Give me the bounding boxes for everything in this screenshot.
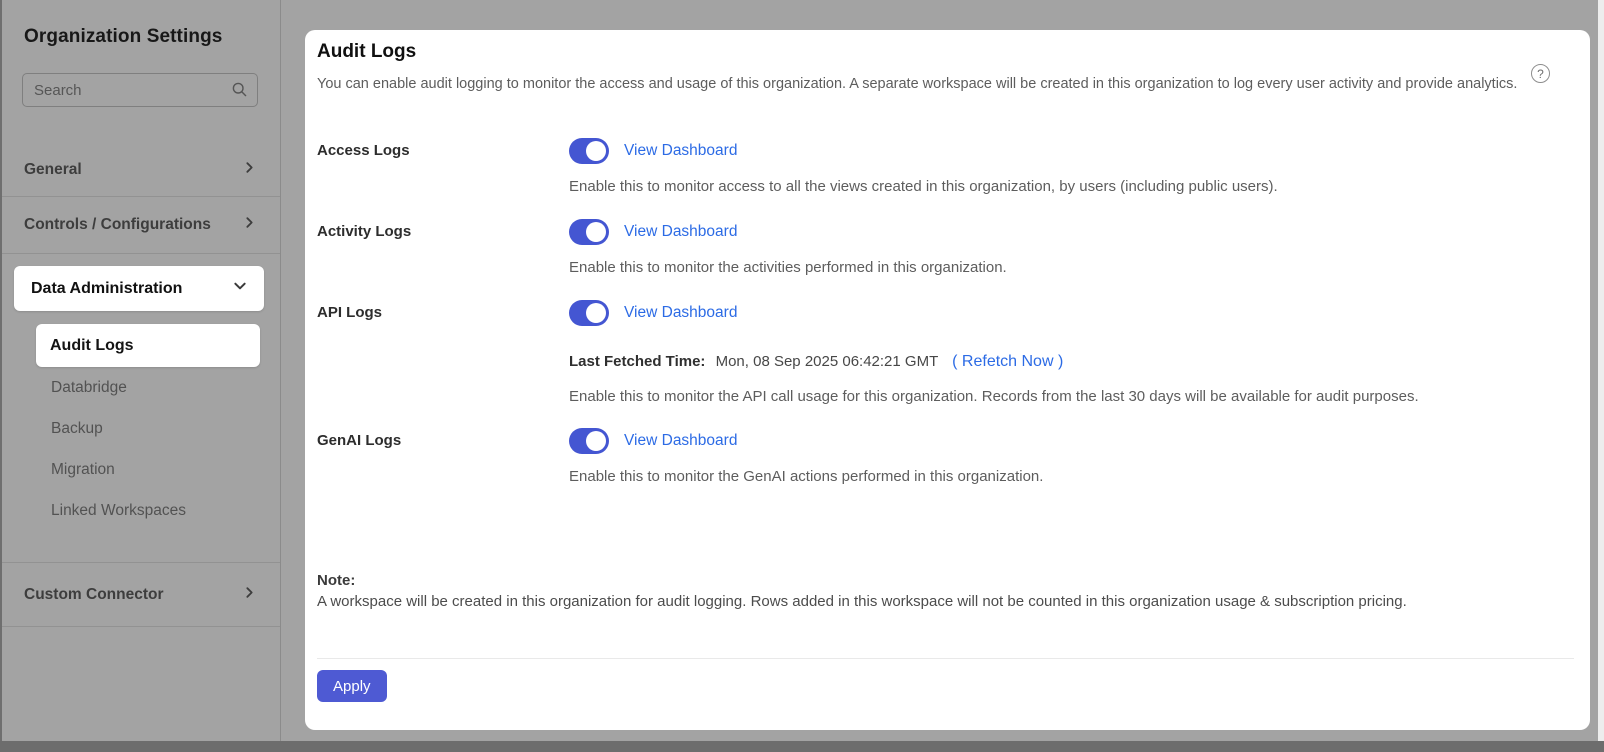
- api-logs-toggle[interactable]: [569, 300, 609, 326]
- sidebar-group-data-administration: [0, 254, 280, 563]
- chevron-right-icon: [243, 586, 256, 604]
- activity-logs-view-dashboard-link[interactable]: View Dashboard: [624, 223, 738, 240]
- activity-logs-toggle[interactable]: [569, 219, 609, 245]
- search-icon: [231, 81, 248, 103]
- genai-logs-label: GenAI Logs: [317, 432, 402, 449]
- access-logs-description: Enable this to monitor access to all the views created in this organization, by users (including public users).: [569, 178, 1278, 195]
- sidebar-item-general[interactable]: General: [0, 144, 280, 197]
- last-fetched-label: Last Fetched Time:: [569, 353, 706, 370]
- sidebar-nav: [0, 144, 280, 627]
- window-left-edge: [0, 0, 2, 752]
- sidebar-item-controls-configurations[interactable]: Controls / Configurations: [0, 197, 280, 254]
- chevron-right-icon: [243, 161, 256, 179]
- api-logs-label: API Logs: [317, 304, 383, 321]
- window-right-edge: [1598, 0, 1604, 752]
- genai-logs-toggle[interactable]: [569, 428, 609, 454]
- setting-row-api-logs: [317, 300, 1574, 406]
- note-label: Note:: [317, 572, 356, 589]
- toggle-knob: [586, 141, 606, 161]
- sidebar-item-databridge[interactable]: Databridge: [51, 378, 127, 396]
- genai-logs-description: Enable this to monitor the GenAI actions performed in this organization.: [569, 468, 1044, 485]
- sidebar-item-custom-connector[interactable]: Custom Connector: [0, 563, 280, 627]
- note-text: A workspace will be created in this organization for audit logging. Rows added in this workspace will not be counted in this organization usage & subscription pricing.: [317, 593, 1407, 610]
- activity-logs-description: Enable this to monitor the activities performed in this organization.: [569, 259, 1007, 276]
- settings-list: [317, 138, 1574, 486]
- setting-row-activity-logs: [317, 219, 1574, 277]
- search-input[interactable]: [22, 73, 258, 107]
- window-bottom-edge: [0, 741, 1604, 752]
- sidebar-title: Organization Settings: [24, 26, 223, 47]
- setting-row-genai-logs: [317, 428, 1574, 486]
- chevron-down-icon: [233, 279, 247, 298]
- toggle-knob: [586, 303, 606, 323]
- refetch-now-link[interactable]: ( Refetch Now ): [952, 353, 1064, 370]
- sidebar-item-migration[interactable]: Migration: [51, 460, 115, 478]
- audit-logs-panel: [305, 30, 1590, 730]
- toggle-knob: [586, 431, 606, 451]
- access-logs-label: Access Logs: [317, 142, 410, 159]
- sidebar-item-linked-workspaces[interactable]: Linked Workspaces: [51, 501, 186, 519]
- sidebar-item-audit-logs[interactable]: Audit Logs: [36, 324, 260, 367]
- api-logs-description: Enable this to monitor the API call usage for this organization. Records from the last 30 days will be available for audit purposes.: [569, 388, 1419, 405]
- settings-sidebar: [0, 0, 281, 752]
- last-fetched-value: Mon, 08 Sep 2025 06:42:21 GMT: [715, 353, 938, 370]
- setting-row-access-logs: [317, 138, 1574, 196]
- access-logs-toggle[interactable]: [569, 138, 609, 164]
- toggle-knob: [586, 222, 606, 242]
- panel-footer: [317, 658, 1574, 730]
- apply-button[interactable]: Apply: [317, 670, 387, 702]
- api-logs-view-dashboard-link[interactable]: View Dashboard: [624, 304, 738, 321]
- genai-logs-view-dashboard-link[interactable]: View Dashboard: [624, 432, 738, 449]
- help-icon[interactable]: ?: [1531, 64, 1550, 83]
- sidebar-item-backup[interactable]: Backup: [51, 419, 103, 437]
- last-fetched-line: [569, 353, 1574, 371]
- activity-logs-label: Activity Logs: [317, 223, 412, 240]
- note-block: [317, 572, 1574, 611]
- sidebar-search: [22, 73, 258, 107]
- page-description: You can enable audit logging to monitor the access and usage of this organization. A separate workspace will be created in this organization to log every user activity and provide analytics.: [317, 76, 1518, 92]
- page-title: Audit Logs: [317, 41, 417, 62]
- chevron-right-icon: [243, 216, 256, 234]
- sidebar-item-data-administration[interactable]: Data Administration: [14, 266, 264, 311]
- access-logs-view-dashboard-link[interactable]: View Dashboard: [624, 142, 738, 159]
